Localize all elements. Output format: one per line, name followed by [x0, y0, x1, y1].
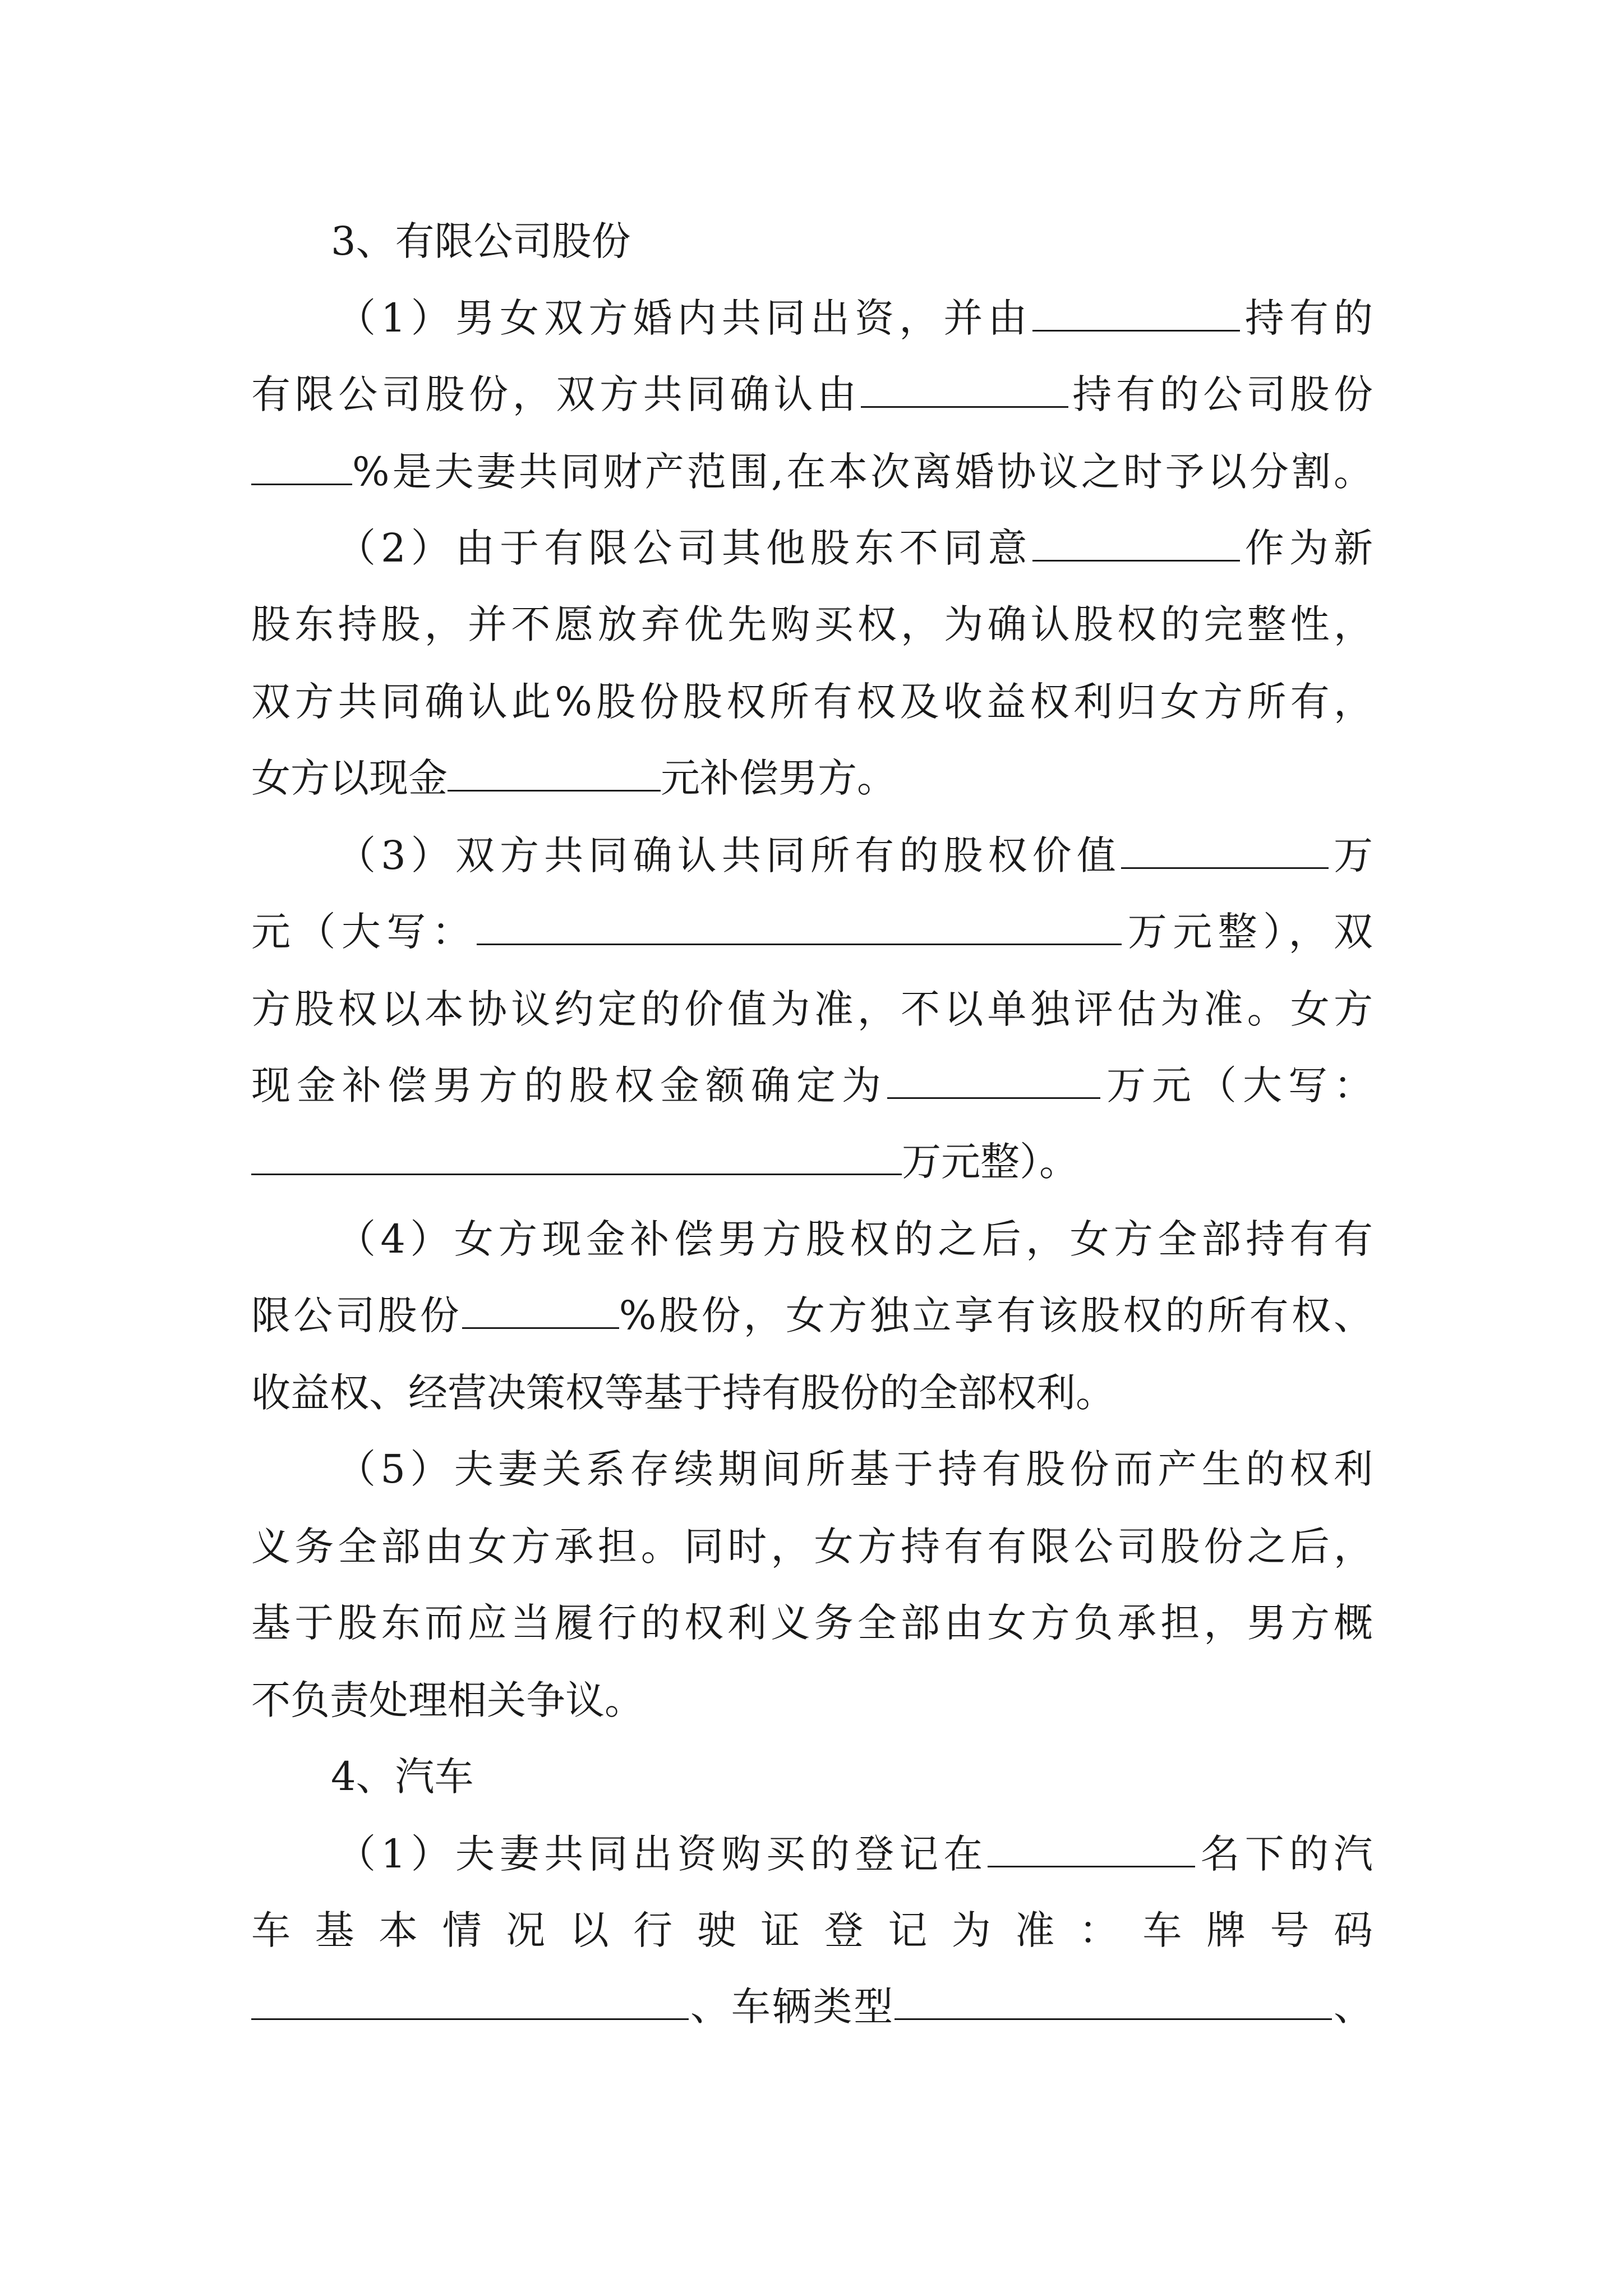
- text-segment: 持有的公司股份: [1068, 371, 1373, 417]
- text-segment: （3）双方共同确认共同所有的股权价值: [336, 832, 1121, 878]
- paragraph-line: [251, 1516, 1373, 1577]
- paragraph-line: [251, 1131, 1078, 1193]
- paragraph-line: [336, 1438, 1373, 1500]
- text-segment: （1）夫妻共同出资购买的登记在: [336, 1831, 988, 1877]
- fill-in-blank: [895, 1980, 1332, 2020]
- paragraph-line: [251, 1285, 1373, 1346]
- text-segment: 股东持股，并不愿放弃优先购买权，为确认股权的完整性，: [251, 601, 1373, 647]
- text-segment: 万元整），双: [1122, 909, 1373, 955]
- fill-in-blank: [251, 1135, 902, 1175]
- text-segment: 车基本情况以行驶证登记为准：车牌号码: [251, 1907, 1373, 1953]
- text-segment: 、: [1332, 1984, 1373, 2030]
- text-segment: 名下的汽: [1195, 1831, 1373, 1877]
- text-segment: 万: [1328, 832, 1373, 878]
- paragraph-line: [251, 978, 1373, 1040]
- text-segment: 现金补偿男方的股权金额确定为: [251, 1062, 887, 1108]
- fill-in-blank: [477, 905, 1122, 945]
- text-segment: （5）夫妻关系存续期间所基于持有股份而产生的权利: [336, 1446, 1373, 1492]
- paragraph-line: [251, 1362, 1115, 1424]
- paragraph-line: [251, 1899, 1373, 1961]
- fill-in-blank: [462, 1289, 619, 1329]
- paragraph-line: [336, 287, 1373, 349]
- text-segment: 有限公司股份，双方共同确认由: [251, 371, 861, 417]
- text-segment: 作为新: [1239, 525, 1373, 571]
- paragraph-line: [251, 901, 1373, 963]
- text-segment: 万元（大写：: [1100, 1062, 1373, 1108]
- text-segment: 元（大写：: [251, 909, 477, 955]
- section-3-title: 3、有限公司股份: [331, 218, 631, 264]
- fill-in-blank: [251, 445, 352, 485]
- paragraph-line: [251, 364, 1373, 425]
- paragraph-line: [336, 517, 1373, 579]
- text-segment: 收益权、经营决策权等基于持有股份的全部权利。: [251, 1370, 1115, 1416]
- text-segment: 、车辆类型: [689, 1984, 895, 2030]
- fill-in-blank: [1121, 829, 1329, 869]
- section-3-heading: [331, 210, 631, 272]
- fill-in-blank: [1032, 292, 1240, 332]
- text-segment: 方股权以本协议约定的价值为准，不以单独评估为准。女方: [251, 986, 1373, 1032]
- text-segment: %是夫妻共同财产范围,在本次离婚协议之时予以分割。: [352, 449, 1373, 495]
- text-segment: 女方以现金: [251, 755, 448, 801]
- paragraph-line: [336, 1208, 1373, 1270]
- text-segment: 元补偿男方。: [661, 755, 896, 801]
- text-segment: 万元整）。: [902, 1139, 1078, 1185]
- fill-in-blank: [1032, 522, 1240, 562]
- text-segment: 基于股东而应当履行的权利义务全部由女方负承担，男方概: [251, 1600, 1373, 1646]
- fill-in-blank: [988, 1828, 1195, 1867]
- text-segment: （4）女方现金补偿男方股权的之后，女方全部持有有: [336, 1216, 1373, 1262]
- paragraph-line: [251, 1055, 1373, 1116]
- paragraph-line: [251, 593, 1373, 655]
- paragraph-line: [251, 1976, 1373, 2037]
- text-segment: （1）男女双方婚内共同出资，并由: [336, 295, 1032, 341]
- fill-in-blank: [448, 752, 661, 792]
- fill-in-blank: [887, 1059, 1100, 1099]
- text-segment: 义务全部由女方承担。同时，女方持有有限公司股份之后，: [251, 1524, 1373, 1570]
- paragraph-line: [336, 1823, 1373, 1885]
- paragraph-line: [251, 441, 1373, 503]
- text-segment: 持有的: [1239, 295, 1373, 341]
- paragraph-line: [336, 825, 1373, 886]
- fill-in-blank: [861, 368, 1068, 408]
- fill-in-blank: [251, 1980, 689, 2020]
- text-segment: %股份，女方独立享有该股权的所有权、: [619, 1292, 1373, 1338]
- paragraph-line: [251, 671, 1373, 733]
- paragraph-line: [251, 1669, 644, 1731]
- paragraph-line: [251, 1592, 1373, 1654]
- section-4-heading: [331, 1746, 474, 1807]
- text-segment: （2）由于有限公司其他股东不同意: [336, 525, 1032, 571]
- text-segment: 不负责处理相关争议。: [251, 1677, 644, 1723]
- text-segment: 双方共同确认此%股份股权所有权及收益权利归女方所有，: [251, 679, 1373, 725]
- paragraph-line: [251, 747, 896, 809]
- text-segment: 限公司股份: [251, 1292, 462, 1338]
- section-4-title: 4、汽车: [331, 1754, 474, 1800]
